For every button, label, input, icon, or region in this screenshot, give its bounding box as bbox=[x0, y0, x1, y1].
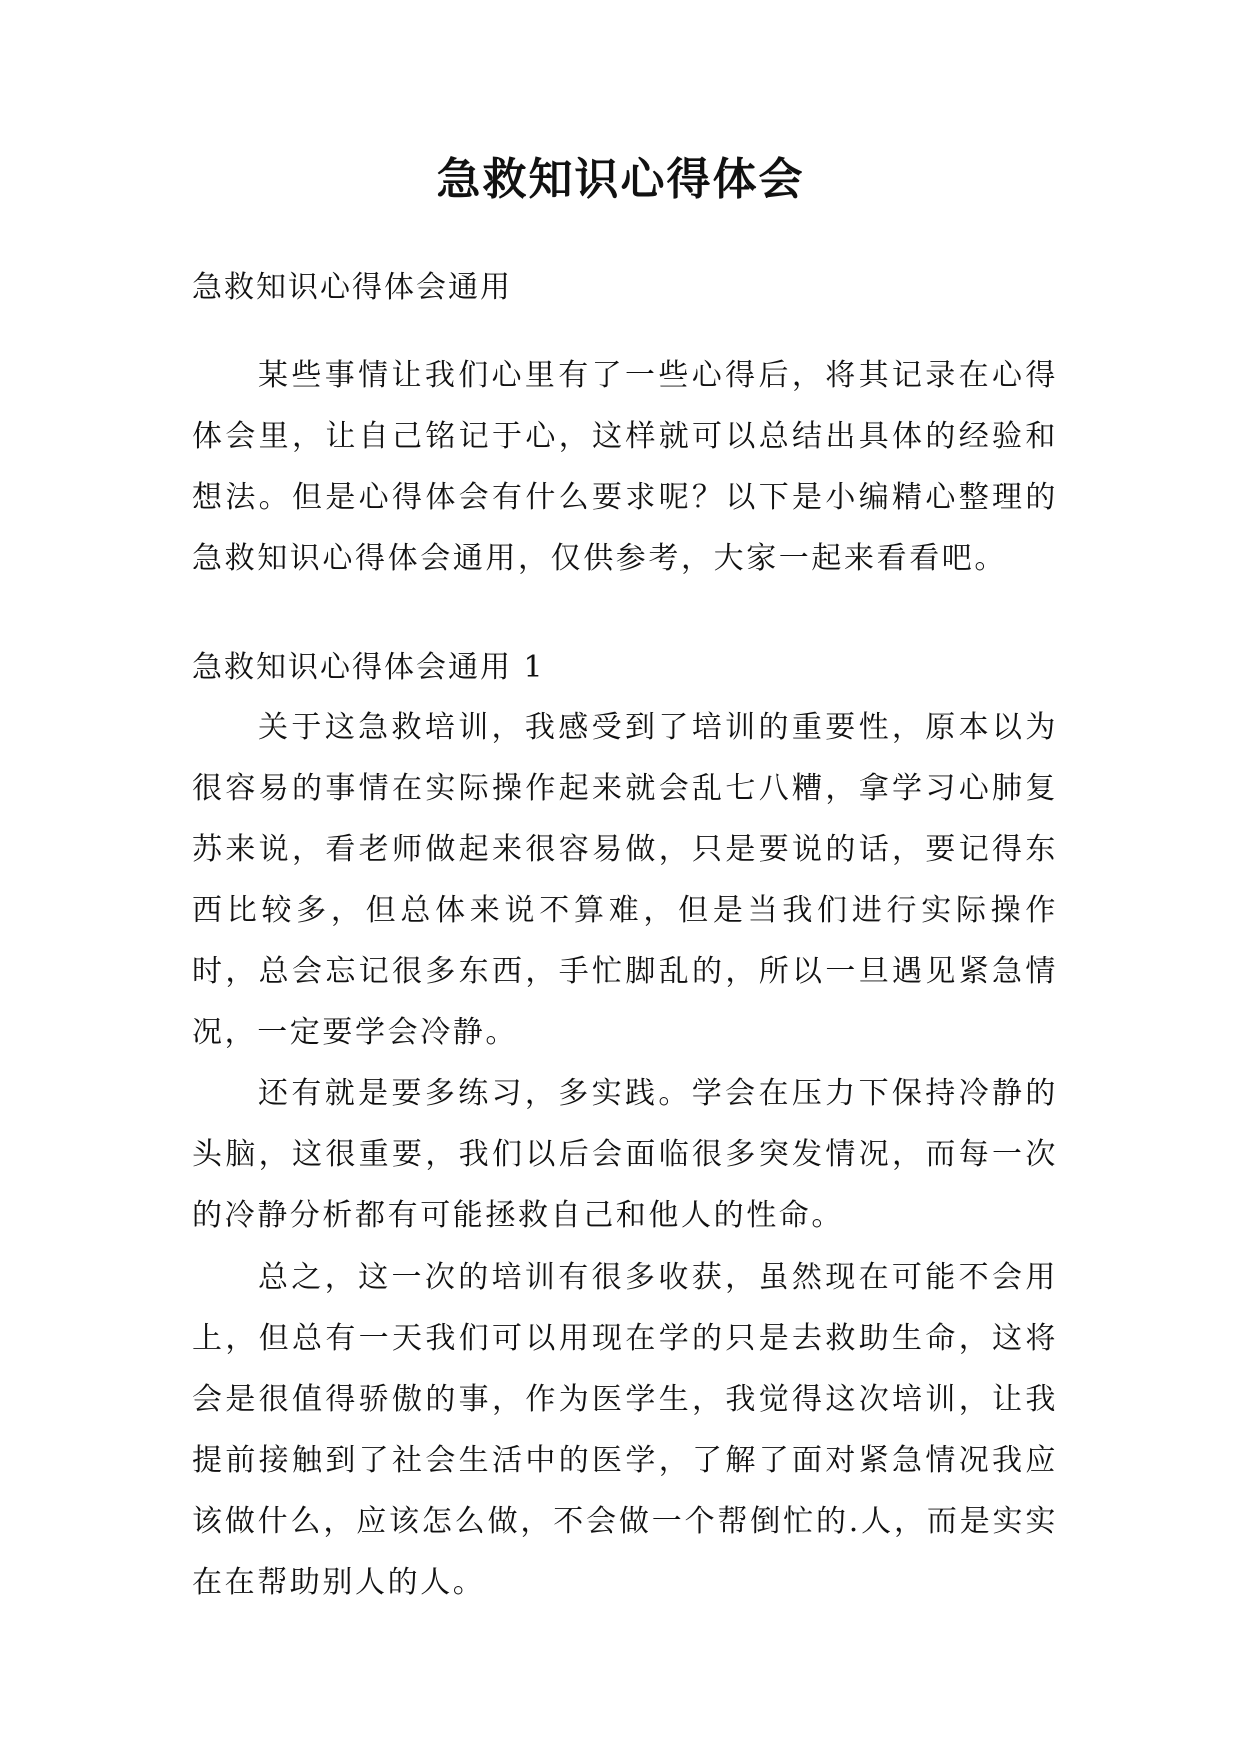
body-paragraph: 关于这急救培训，我感受到了培训的重要性，原本以为很容易的事情在实际操作起来就会乱七八糟，拿学习心肺复苏来说，看老师做起来很容易做，只是要说的话，要记得东西比较多，但总体来说不算难，但是当我们进行实际操作时，总会忘记很多东西，手忙脚乱的，所以一旦遇见紧急情况，一定要学会冷静。 bbox=[192, 710, 1058, 1050]
body-paragraph: 还有就是要多练习，多实践。学会在压力下保持冷静的头脑，这很重要，我们以后会面临很多突发情况，而每一次的冷静分析都有可能拯救自己和他人的性命。 bbox=[192, 1076, 1058, 1233]
section-heading: 急救知识心得体会通用 1 bbox=[192, 650, 545, 685]
intro-paragraph: 某些事情让我们心里有了一些心得后，将其记录在心得体会里，让自己铭记于心，这样就可以总结出具体的经验和想法。但是心得体会有什么要求呢？以下是小编精心整理的急救知识心得体会通用，仅供参考，大家一起来看看吧。 bbox=[192, 358, 1058, 576]
intro-heading: 急救知识心得体会通用 bbox=[192, 270, 512, 305]
body-paragraph: 总之，这一次的培训有很多收获，虽然现在可能不会用上，但总有一天我们可以用现在学的只是去救助生命，这将会是很值得骄傲的事，作为医学生，我觉得这次培训，让我提前接触到了社会生活中的医学，了解了面对紧急情况我应该做什么，应该怎么做，不会做一个帮倒忙的.人，而是实实在在帮助别人的人。 bbox=[192, 1260, 1058, 1600]
document-title: 急救知识心得体会 bbox=[436, 154, 805, 205]
